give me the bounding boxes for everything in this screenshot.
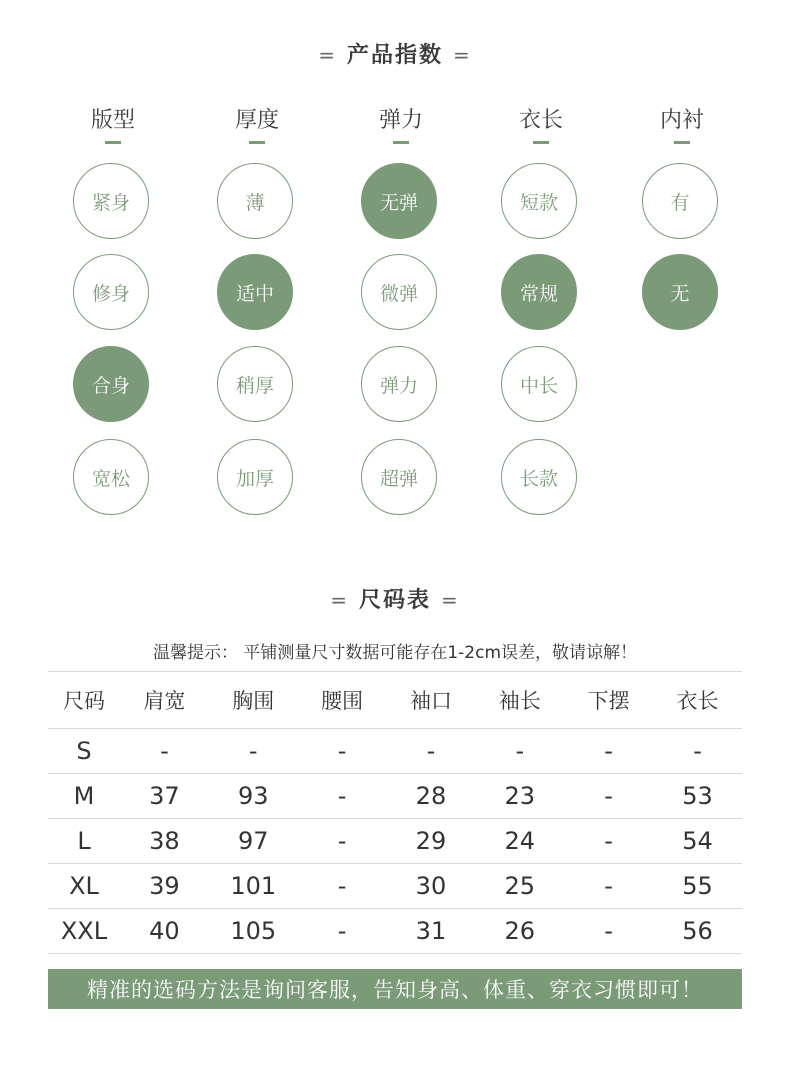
index-column-thickness: [217, 106, 297, 490]
option-circle: 紧身: [73, 163, 149, 239]
table-row: [48, 819, 742, 864]
column-header: 腰围: [298, 672, 387, 729]
table-cell: 56: [653, 909, 742, 954]
header-underline: [533, 141, 549, 144]
column-header: 胸围: [209, 672, 298, 729]
table-cell: -: [298, 909, 387, 954]
product-index-title-text: 产品指数: [346, 43, 443, 68]
column-header: 袖长: [475, 672, 564, 729]
size-chart-title-text: 尺码表: [358, 588, 431, 613]
option-circle: 微弹: [361, 254, 437, 330]
option-circle: 薄: [217, 163, 293, 239]
measurement-note: 温馨提示： 平铺测量尺寸数据可能存在1-2cm误差，敬请谅解！: [152, 643, 638, 663]
table-cell: L: [48, 819, 120, 864]
table-cell: -: [298, 774, 387, 819]
index-column-fit: [73, 106, 153, 490]
table-cell: -: [298, 864, 387, 909]
option-circle: 宽松: [73, 439, 149, 515]
table-cell: 25: [475, 864, 564, 909]
table-cell: 53: [653, 774, 742, 819]
size-table: [48, 671, 742, 954]
option-circle: 中长: [501, 346, 577, 422]
option-circle: 无: [642, 254, 718, 330]
table-cell: -: [387, 729, 476, 774]
index-column-elasticity: [361, 106, 441, 490]
table-cell: -: [209, 729, 298, 774]
table-cell: 31: [387, 909, 476, 954]
table-cell: -: [564, 864, 653, 909]
option-circle: 无弹: [361, 163, 437, 239]
option-circle: 超弹: [361, 439, 437, 515]
header-underline: [393, 141, 409, 144]
table-cell: 28: [387, 774, 476, 819]
table-cell: -: [298, 729, 387, 774]
option-circle: 加厚: [217, 439, 293, 515]
table-cell: -: [564, 729, 653, 774]
table-row: [48, 729, 742, 774]
table-cell: 30: [387, 864, 476, 909]
option-circle: 稍厚: [217, 346, 293, 422]
table-cell: 105: [209, 909, 298, 954]
table-cell: 101: [209, 864, 298, 909]
table-cell: 97: [209, 819, 298, 864]
column-header: 版型: [90, 108, 135, 133]
column-header: 衣长: [518, 108, 563, 133]
column-header: 衣长: [653, 672, 742, 729]
title-decoration: =: [441, 588, 460, 612]
size-chart-title: [0, 583, 790, 614]
column-header: 尺码: [48, 672, 120, 729]
header-underline: [105, 141, 121, 144]
option-circle: 长款: [501, 439, 577, 515]
table-cell: -: [298, 819, 387, 864]
option-circle: 短款: [501, 163, 577, 239]
column-header: 袖口: [387, 672, 476, 729]
title-decoration: =: [318, 43, 337, 67]
table-cell: -: [564, 909, 653, 954]
sizing-advice-banner: 精准的选码方法是询问客服，告知身高、体重、穿衣习惯即可！: [48, 969, 742, 1009]
column-header: 内衬: [659, 108, 704, 133]
table-cell: M: [48, 774, 120, 819]
table-cell: -: [475, 729, 564, 774]
header-underline: [674, 141, 690, 144]
table-cell: 24: [475, 819, 564, 864]
table-cell: 54: [653, 819, 742, 864]
index-column-lining: [642, 106, 722, 305]
column-header: 肩宽: [120, 672, 209, 729]
table-cell: 37: [120, 774, 209, 819]
table-cell: -: [564, 774, 653, 819]
table-cell: -: [564, 819, 653, 864]
table-cell: -: [653, 729, 742, 774]
table-cell: 38: [120, 819, 209, 864]
table-cell: 23: [475, 774, 564, 819]
table-cell: 29: [387, 819, 476, 864]
product-index-title: [0, 38, 790, 69]
index-column-length: [501, 106, 581, 490]
table-header-row: [48, 672, 742, 729]
table-cell: 39: [120, 864, 209, 909]
table-cell: 26: [475, 909, 564, 954]
column-header: 厚度: [234, 108, 279, 133]
option-circle: 常规: [501, 254, 577, 330]
option-circle: 有: [642, 163, 718, 239]
table-row: [48, 909, 742, 954]
title-decoration: =: [330, 588, 349, 612]
option-circle: 合身: [73, 346, 149, 422]
option-circle: 修身: [73, 254, 149, 330]
table-cell: 55: [653, 864, 742, 909]
table-cell: 93: [209, 774, 298, 819]
table-cell: XXL: [48, 909, 120, 954]
column-header: 下摆: [564, 672, 653, 729]
table-cell: XL: [48, 864, 120, 909]
table-cell: S: [48, 729, 120, 774]
option-circle: 弹力: [361, 346, 437, 422]
table-row: [48, 774, 742, 819]
table-row: [48, 864, 742, 909]
header-underline: [249, 141, 265, 144]
title-decoration: =: [453, 43, 472, 67]
table-cell: 40: [120, 909, 209, 954]
option-circle: 适中: [217, 254, 293, 330]
table-cell: -: [120, 729, 209, 774]
column-header: 弹力: [378, 108, 423, 133]
